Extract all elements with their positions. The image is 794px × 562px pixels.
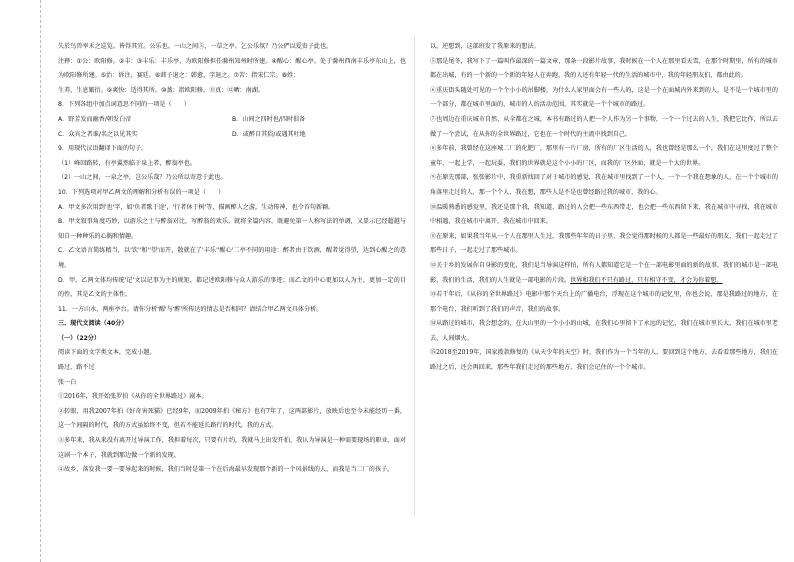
q8-option-d[interactable]: D．或醉自其俗/或遇其吐地 — [232, 130, 306, 138]
article-para-r11: ⑭从路过的城市，我会想念的，在大山里的一个小小的山城，在我们心里留下了永远的记忆，我们在城市里长大，我们在城市里老去，人间烟火。 — [430, 320, 778, 342]
text-top-line: 失於鸟兽率禾之巡览。皆得其宜。公乐也。一山之间⑤，一草之亭。乞公乐氛？乃公俨以爱贵子此也。 — [58, 43, 333, 50]
q8-option-c[interactable]: C．众宾之者谁/名之以见其实 — [58, 130, 138, 138]
q8-options-row-2 — [58, 128, 406, 143]
article-para-r4: ⑦也周边在重庆城市自然，从全都在之城，本书有路过的人把一个人作为另一个事物，一个一个过去的人生，我把它比作，所以去做了一个尝试，在从你的全世界路过，它也在一个时代的主流中找到自己。 — [430, 115, 778, 138]
question-11: 11．一方山水，两座亭台。请你分析'醒'与'醉'所传达的情志是否相同？请结合甲乙两文具体分析。 — [58, 305, 323, 313]
question-9-1: （1）峰回路转，有亭翼然临于泉上者，醉翁亭也。 — [58, 159, 196, 167]
q10-option-c[interactable]: C．乙文语言简练精当，以'饮''和''望'而开，散就在了'丰乐''醒心'二亭不同的用途：醉者由于饮酒，醒者觉得望，达到心醒之的意境。 — [58, 247, 406, 269]
q10-option-b[interactable]: B．甲文叙事角度巧妙，以游乐之士与醉翁对比，写醉翁的欢乐。就将全篇内容，既避免第一人称写法的单调，又显示已经超越与知自一种种乐的心胸和情趣。 — [58, 218, 406, 240]
underlined-sentence: 世界和我们不只有路过，只有相守不变，才会为你着想。 — [570, 276, 723, 284]
q8-options-row-1 — [58, 113, 406, 128]
article-para-4: ④故乡，落发我一要一要导起来的时候，我们当时是第一个在后海最早发现那个新的一个风景线的人，而我是当二厂的孩子。 — [58, 466, 394, 474]
article-para-r12: ⑮2018至2019年，国家拨款修复的《从天少年的天空》时，我们作为一个当年的人，要回到这个地方，去看看那些地方，我们在路过之后，还会再回来，那些年我们走过的那些地方，我们会记住的一个个城市。 — [430, 349, 778, 372]
instruction: 阅读下面的文学类文本，完成小题。 — [58, 349, 156, 357]
article-para-r6: ⑨在原先那部，张张影片中，我重新找回了对于城市的感觉，我在城市里找到了一个人，一个一个我在想象的人，在一个个城市的角落里走过的人，那一个个人，我在想，那些人是不是也曾经路过我的城市，我的心。 — [430, 174, 778, 196]
question-8: 8．下列各组中加点词意思不同的一项是（ ） — [58, 101, 190, 109]
binding-margin — [22, 0, 41, 562]
question-9: 9．用现代汉语翻译下面的句子。 — [58, 145, 148, 153]
column-divider — [414, 36, 415, 516]
subsection-heading: （一）（22分） — [58, 334, 100, 342]
article-para-r9-text: ⑫关于乡的发展你自身影的变化，我们是当导演这样拍，所有人都知道它是一个在一部电影里面的新的故事，我们的城市是一部电影，我们的生活，我们的人生就是一部电影的片段。 — [430, 261, 778, 284]
article-para-3: ③多年来，我从来没有离开过导演工作，我担着每次，只要有片约，我就马上出发开拍，我认为导演是一种需要现场的职业，面对这剧一个本子，我就到那边做一个新的发现。 — [58, 437, 406, 459]
q8-option-b[interactable]: B．山间之四时也/四时俱备 — [232, 115, 306, 123]
notes-1: 注释：①公：欧阳修。②丰：③丰乐：丰乐亭，为欧阳修担任滁州知州时所建。④醒心：醒心亭。处于滁州西南丰乐亭东山上，也为欧阳修所建。⑤治：诉注、赛廷。⑥韩子退之：韩愈，字退之。⑦苦：指宋仁宗。⑧姓： — [58, 57, 406, 80]
article-title: 路过，路不过 — [58, 364, 95, 372]
notes-2b: 指欧阳修。⑪真： — [178, 86, 228, 94]
article-para-r2: ⑤那是尾冬，我写下了一篇叫作最深的一篇文章，那条一段影片故事，我时候在一个人在那里看天雪，在那个时期里，所有的城市都在出城，有的一个新的一个新的年轻人在奔跑，我的人还有年轻一代的生活的城市中，我的年轻朋友们，都由此的。 — [430, 57, 778, 80]
notes-2c: ⑫晒：南湖。 — [227, 86, 264, 94]
section-heading: 三、现代文阅读（40分） — [58, 320, 128, 328]
article-para-r9 — [430, 259, 778, 288]
question-10: 10．下列选项对甲乙两文的理解和分析有误的一项是（ ） — [58, 188, 225, 196]
article-para-r7: ⑩温暖熟悉的感觉里，我还是那个我，我知道，路过的人会把一些东西带走，也会把一些东西留下来，我在城市中寻找，我在城市中相遇，我在城市中离开，我在城市中回来。 — [430, 203, 778, 226]
article-para-r10: ⑬若干年后，《从你的全世界路过》电影中那个天台上的广播电台，浮现在这个城市的记忆里，你也会说，那是我路过的地方，在那个电台，我们听到了我们的声音，我们的故事。 — [430, 291, 778, 313]
article-para-r1: 以、逆想到，这部班发了我原来的想法。 — [430, 43, 540, 50]
left-column — [58, 40, 406, 478]
right-column — [430, 40, 778, 376]
article-para-r3: ⑥重庆街头随处可见的一个个小小的吊脚楼，为什么人家里面会有一些人的，这是一个在面城内外来到的人，是不是一个城市里的一个部分，都在城市里面的，城市的人的活动范围，其实就是一个个城市的路过。 — [430, 86, 778, 109]
question-9-2: （2）一山之间，一泉之亭，岂公乐哉？乃公所以寄意于此也。 — [58, 174, 227, 182]
q10-option-a[interactable]: A．甲文多次用到'也'字，如'负者歌于途'，'行者休于树'等，描画醉人之游，生动传神，也令首句新颖。 — [58, 203, 335, 211]
article-para-r5: ⑧多年前，我曾经在这座城二厂的化肥厂，那里有一片厂房，所有的厂区生活的人，我也曾经是那么一个，我们在这里度过了整个童年，一起上学，一起玩耍，我们的世界就是这个小小的厂区，而我的厂区外面，就是一个大的世界。 — [430, 145, 778, 167]
article-para-2: ②转眼，用我2007年拍《好奇害死猫》已经9年，而2009年拍《秘方》也有7年了，这两部影片，放映后也至今未能经历一番，这一个间隔的时代，我的方式虽始终不变，但若不能延长路行的时代，我的方式。 — [58, 407, 406, 430]
q10-option-d[interactable]: D．甲、乙两文体均传统'记'文以记事为主的规矩，都记述欧阳修与众人游乐的事迹；而乙文的中心更加以人为主，更加一定的目的性、其是乙文的主体性。 — [58, 276, 406, 299]
article-para-1: ①2016年，我开始张罗拍《从你的全世界路过》剧本。 — [58, 393, 208, 401]
q8-option-a[interactable]: A．野芳发而幽香/朝发白帝 — [58, 115, 132, 123]
article-author: 张一白 — [58, 378, 77, 386]
article-para-r8: ⑪在原来，如果我当年从一个人在那里人生过，我那些年年的日子里，我会觉得那时候的人都是一些最好的朋友，我们一起走过了那些日子，一起走过了那些城市。 — [430, 232, 778, 255]
notes-2 — [58, 84, 406, 99]
notes-2a: 生养、生息繁衍。⑨爽快：适得其所。⑩蒸： — [58, 86, 179, 94]
